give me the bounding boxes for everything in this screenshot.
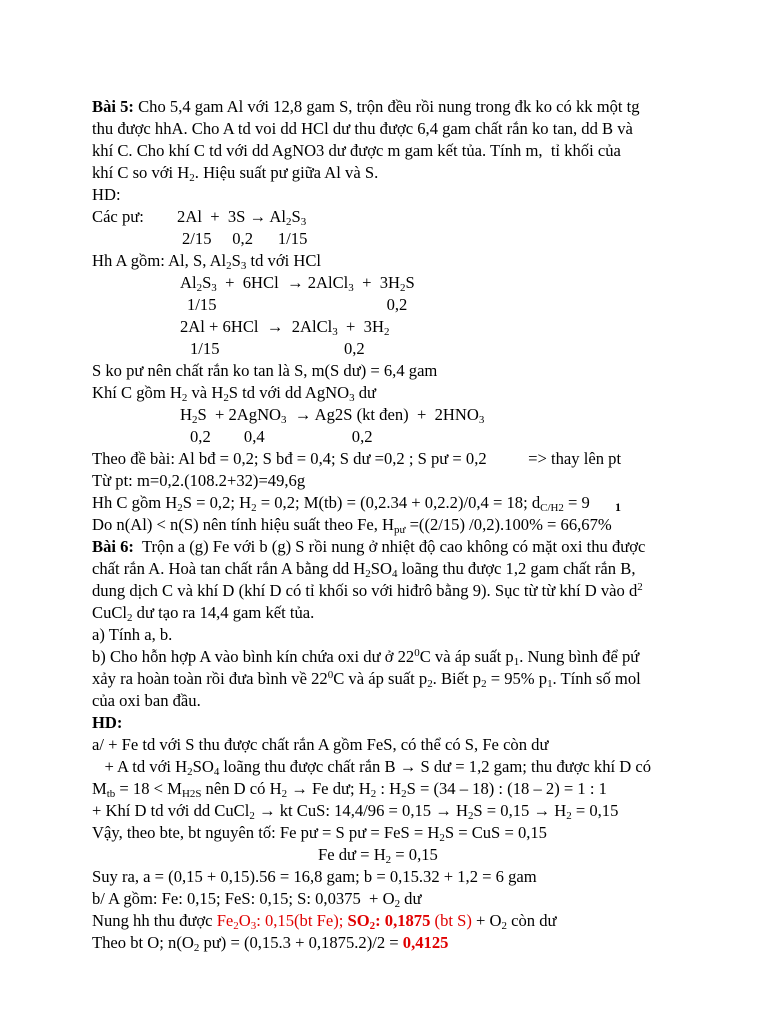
text-run: = 9 xyxy=(563,493,590,512)
text-line xyxy=(92,603,315,625)
text-line xyxy=(92,471,305,490)
text-run: Al xyxy=(180,273,197,292)
text-line xyxy=(180,317,390,339)
subscript: 4 xyxy=(391,568,398,581)
text-line xyxy=(187,295,407,314)
text-run: Suy ra, a = (0,15 + 0,15).56 = 16,8 gam; b = 0,15.32 + 1,2 = 6 gam xyxy=(92,867,537,886)
text-run: Theo bt O; n(O xyxy=(92,933,194,952)
text-run: : H xyxy=(376,779,402,798)
subscript: 2 xyxy=(233,920,239,933)
subscript: 1 xyxy=(513,656,520,669)
subscript: 3 xyxy=(281,414,287,427)
text-run: → Ag2S (kt đen) + 2HNO xyxy=(286,405,479,424)
text-run: = 18 < M xyxy=(115,779,182,798)
text-run: . Biết p xyxy=(432,669,482,688)
text-line xyxy=(92,911,557,933)
subscript: 2 xyxy=(365,568,371,581)
subscript: 2 xyxy=(394,898,401,911)
subscript: 2 xyxy=(566,810,572,823)
text-run: SO xyxy=(192,757,214,776)
text-run: thu được hhA. Cho A td voi dd HCl dư thu được 6,4 gam chất rắn ko tan, dd B và xyxy=(92,119,633,138)
text-line xyxy=(190,427,373,446)
text-run: Hh C gồm H xyxy=(92,493,178,512)
text-line xyxy=(92,735,548,754)
subscript: 2 xyxy=(383,326,390,339)
text-run: → Fe dư; H xyxy=(287,779,371,798)
text-line xyxy=(92,713,122,732)
text-run: + 6HCl → 2AlCl xyxy=(216,273,349,292)
text-run: . Tính số mol xyxy=(552,669,641,688)
subscript: 2 xyxy=(370,788,377,801)
text-run: chất rắn A. Hoà tan chất rắn A bằng dd H xyxy=(92,559,366,578)
subscript: 2 xyxy=(400,282,406,295)
text-run: dư xyxy=(400,889,422,908)
superscript: 2 xyxy=(637,580,643,593)
subscript: 3 xyxy=(300,216,307,229)
subscript: 2 xyxy=(223,392,229,405)
text-run: 1/15 0,2 xyxy=(190,339,365,358)
text-run: 2Al + 6HCl → 2AlCl xyxy=(180,317,333,336)
subscript: C/H2 xyxy=(540,502,564,515)
text-run: S xyxy=(231,251,241,270)
subscript: 4 xyxy=(213,766,220,779)
text-run: Hh A gồm: Al, S, Al xyxy=(92,251,227,270)
subscript: 2 xyxy=(191,414,198,427)
text-run: Nung hh thu được xyxy=(92,911,217,930)
subscript: 3 xyxy=(478,414,485,427)
subscript: 2 xyxy=(196,282,203,295)
subscript: 2 xyxy=(481,678,487,691)
text-line xyxy=(180,273,415,295)
superscript: 0 xyxy=(414,646,420,659)
text-run: b/ A gồm: Fe: 0,15; FeS: 0,15; S: 0,0375 + O xyxy=(92,889,395,908)
subscript: 3 xyxy=(240,260,247,273)
subscript: 3 xyxy=(332,326,338,339)
text-run: S = 0,2; H xyxy=(182,493,252,512)
text-run: và H xyxy=(187,383,224,402)
text-run: Các pư: 2Al + 3S → Al xyxy=(92,207,286,226)
text-run: + 3H xyxy=(353,273,400,292)
text-line xyxy=(92,668,641,691)
subscript: 2 xyxy=(501,920,507,933)
text-run: 1/15 0,2 xyxy=(187,295,408,314)
text-run: S + 2AgNO xyxy=(197,405,282,424)
text-line xyxy=(92,779,607,801)
text-run: = 0,15 xyxy=(571,801,619,820)
text-run: của oxi ban đầu. xyxy=(92,691,201,710)
text-line xyxy=(92,119,633,138)
text-line xyxy=(92,383,377,405)
text-run: S = (34 – 18) : (18 – 2) = 1 : 1 xyxy=(406,779,607,798)
text-run: HD: xyxy=(92,185,121,204)
text-run: Bài 5: xyxy=(92,97,134,116)
text-run: H xyxy=(180,405,192,424)
subscript: 2 xyxy=(249,810,255,823)
text-line xyxy=(92,625,172,644)
text-run: td với HCl xyxy=(246,251,322,270)
text-run: + Khí D td với dd CuCl xyxy=(92,801,250,820)
text-run: S = 0,15 → H xyxy=(473,801,567,820)
text-line xyxy=(92,933,449,955)
subscript: 2 xyxy=(401,788,407,801)
text-run: + O xyxy=(471,911,502,930)
text-run: 2/15 0,2 1/15 xyxy=(182,229,308,248)
text-run: = 0,15 xyxy=(391,845,438,864)
text-run: S xyxy=(405,273,415,292)
text-run: Bài 6: xyxy=(92,537,134,556)
subscript: H2S xyxy=(181,788,202,801)
text-run: loãng thu được chất rắn B → S dư = 1,2 gam; thu được khí D có xyxy=(219,757,652,776)
subscript: 2 xyxy=(369,920,376,933)
text-run: xảy ra hoàn toàn rồi đưa bình về 22 xyxy=(92,669,328,688)
text-run: a/ + Fe td với S thu được chất rắn A gồm FeS, có thể có S, Fe còn dư xyxy=(92,735,549,754)
text-run: + 3H xyxy=(337,317,384,336)
text-run: Fe xyxy=(216,911,234,930)
text-run: dung dịch C và khí D (khí D có tỉ khối so với hiđrô bằng 9). Sục từ từ khí D vào d xyxy=(92,581,638,600)
text-run: pư) = (0,15.3 + 0,1875.2)/2 = xyxy=(199,933,403,952)
text-run: còn dư xyxy=(507,911,557,930)
text-run: = 95% p xyxy=(486,669,548,688)
subscript: 2 xyxy=(193,942,200,955)
text-run: Từ pt: m=0,2.(108.2+32)=49,6g xyxy=(92,471,306,490)
text-run: SO xyxy=(347,911,370,930)
subscript: 1 xyxy=(547,678,553,691)
text-run: (bt S) xyxy=(430,911,472,930)
text-line xyxy=(92,207,307,229)
superscript: 0 xyxy=(327,668,334,681)
text-run: loãng thu được 1,2 gam chất rắn B, xyxy=(397,559,636,578)
text-line xyxy=(92,185,121,204)
text-run: . Hiệu suất pư giữa Al và S. xyxy=(194,163,379,182)
text-line xyxy=(92,163,379,185)
subscript: 2 xyxy=(251,502,257,515)
subscript: pư xyxy=(394,524,406,537)
subscript: 2 xyxy=(385,854,392,867)
stray-mark: 1 xyxy=(615,500,621,514)
subscript: 3 xyxy=(349,392,355,405)
text-line xyxy=(180,405,485,427)
text-run: dư tạo ra 14,4 gam kết tủa. xyxy=(132,603,315,622)
text-run: Vậy, theo bte, bt nguyên tố: Fe pư = S pư = FeS = H xyxy=(92,823,440,842)
text-line xyxy=(92,449,621,468)
text-run: C và áp suất p xyxy=(419,647,514,666)
text-line xyxy=(190,339,365,358)
text-run: =((2/15) /0,2).100% = 66,67% xyxy=(405,515,612,534)
text-run: b) Cho hỗn hợp A vào bình kín chứa oxi dư ở 22 xyxy=(92,647,415,666)
text-run: . Nung bình để pứ xyxy=(519,647,640,666)
text-run: 0,4125 xyxy=(402,933,449,952)
subscript: 2 xyxy=(285,216,292,229)
text-run: Khí C gồm H xyxy=(92,383,182,402)
text-line xyxy=(92,493,590,515)
subscript: 2 xyxy=(177,502,183,515)
subscript: 2 xyxy=(226,260,232,273)
text-run: Theo đề bài: Al bđ = 0,2; S bđ = 0,4; S dư =0,2 ; S pư = 0,2 => thay lên pt xyxy=(92,449,622,468)
text-run: khí C. Cho khí C td với dd AgNO3 dư được m gam kết tủa. Tính m, tỉ khối của xyxy=(92,141,621,160)
text-run: Fe dư = H xyxy=(318,845,386,864)
subscript: 2 xyxy=(181,392,188,405)
text-line xyxy=(92,515,612,537)
text-run: SO xyxy=(370,559,392,578)
text-run: a) Tính a, b. xyxy=(92,625,173,644)
text-line xyxy=(92,646,640,669)
text-run: M xyxy=(92,779,107,798)
subscript: 2 xyxy=(189,172,195,185)
text-line xyxy=(92,251,322,273)
subscript: 3 xyxy=(211,282,217,295)
text-run: khí C so với H xyxy=(92,163,190,182)
text-line xyxy=(318,845,438,867)
text-run: HD: xyxy=(92,713,123,732)
text-run: 0,2 0,4 0,2 xyxy=(190,427,373,446)
subscript: 2 xyxy=(467,810,474,823)
text-line xyxy=(92,867,537,886)
text-run: S ko pư nên chất rắn ko tan là S, m(S dư) = 6,4 gam xyxy=(92,361,438,380)
text-run: Cho 5,4 gam Al với 12,8 gam S, trộn đều rồi nung trong đk ko có kk một tg xyxy=(133,97,640,116)
text-run: → kt CuS: 14,4/96 = 0,15 → H xyxy=(254,801,468,820)
subscript: 3 xyxy=(348,282,354,295)
subscript: 2 xyxy=(427,678,433,691)
text-line xyxy=(92,801,619,823)
text-run: + A td với H xyxy=(92,757,188,776)
subscript: 2 xyxy=(127,612,133,625)
text-run: : 0,1875 xyxy=(375,911,431,930)
text-run: = 0,2; M(tb) = (0,2.34 + 0,2.2)/0,4 = 18; d xyxy=(256,493,541,512)
text-run: dư xyxy=(354,383,377,402)
text-run: O xyxy=(238,911,251,930)
text-line xyxy=(92,691,201,710)
text-line xyxy=(92,97,640,116)
subscript: 2 xyxy=(281,788,288,801)
text-run: S xyxy=(291,207,301,226)
text-line xyxy=(92,141,621,160)
text-run: S xyxy=(202,273,212,292)
text-line xyxy=(92,823,547,845)
text-run: C và áp suất p xyxy=(333,669,428,688)
subscript: 3 xyxy=(250,920,257,933)
text-line xyxy=(92,559,636,581)
text-run: S = CuS = 0,15 xyxy=(444,823,547,842)
text-line xyxy=(92,537,645,556)
text-line xyxy=(92,757,652,779)
text-run: Do n(Al) < n(S) nên tính hiệu suất theo Fe, H xyxy=(92,515,395,534)
text-run: : 0,15(bt Fe); xyxy=(256,911,348,930)
text-line xyxy=(92,581,643,600)
text-run: Trộn a (g) Fe với b (g) S rồi nung ở nhiệt độ cao không có mặt oxi thu được xyxy=(133,537,646,556)
text-line xyxy=(92,361,437,380)
text-run: CuCl xyxy=(92,603,128,622)
subscript: 2 xyxy=(187,766,193,779)
text-run: S td với dd AgNO xyxy=(228,383,350,402)
text-run: nên D có H xyxy=(201,779,282,798)
text-line xyxy=(182,229,307,248)
subscript: tb xyxy=(106,788,116,801)
text-line xyxy=(92,889,422,911)
subscript: 2 xyxy=(439,832,445,845)
